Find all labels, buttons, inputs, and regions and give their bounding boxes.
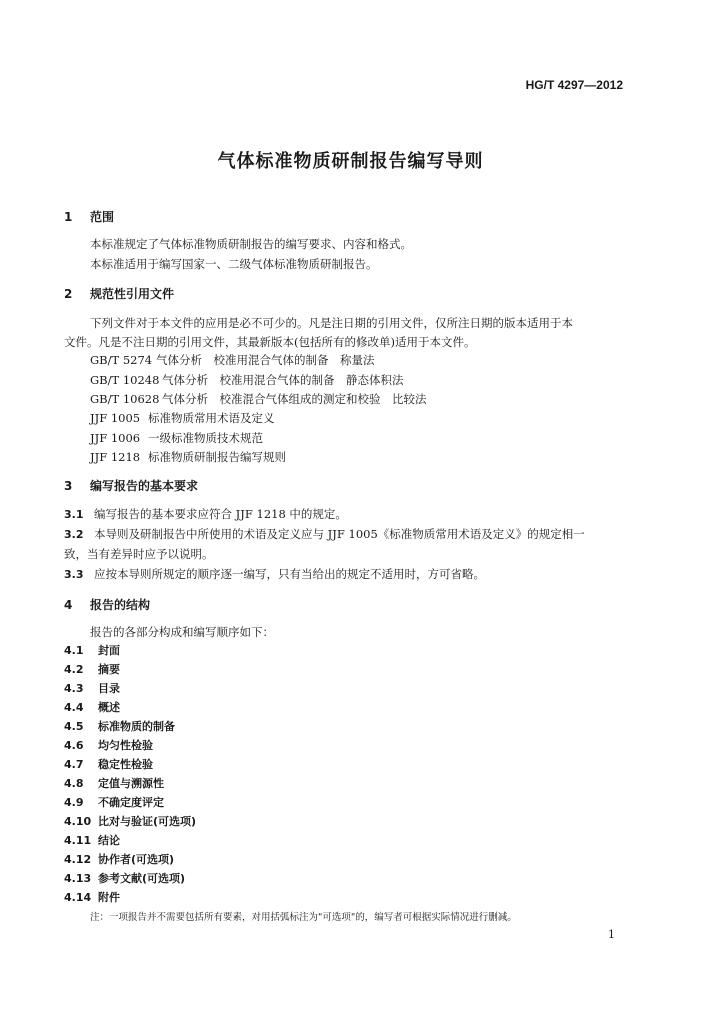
item-number: 4.10: [64, 815, 92, 828]
item-label: 附件: [98, 891, 120, 904]
reference-code: JJF 1218: [90, 450, 141, 464]
clause-text: 编写报告的基本要求应符合 JJF 1218 中的规定。: [94, 507, 347, 521]
document-title: 气体标准物质研制报告编写导则: [217, 151, 484, 172]
structure-item: [64, 870, 185, 886]
structure-item: [64, 680, 120, 696]
item-number: 4.12: [64, 853, 92, 866]
section-title: 规范性引用文件: [90, 287, 175, 301]
item-label: 定值与溯源性: [98, 777, 164, 790]
clause-3-1: [64, 506, 347, 522]
clause-number: 3.2: [64, 528, 84, 541]
structure-item: [64, 775, 164, 791]
reference-item: [90, 449, 286, 465]
section-2-heading: [64, 285, 174, 302]
section-4-heading: [64, 596, 150, 613]
item-label: 协作者(可选项): [98, 853, 175, 866]
item-label: 不确定度评定: [98, 796, 164, 809]
reference-item: [90, 391, 427, 407]
reference-title: 气体分析 校准混合气体组成的测定和校验 比较法: [162, 392, 427, 406]
paragraph: 本标准规定了气体标准物质研制报告的编写要求、内容和格式。: [90, 237, 412, 251]
structure-item: [64, 718, 175, 734]
structure-item: [64, 794, 164, 810]
reference-item: [90, 430, 263, 446]
item-number: 4.4: [64, 701, 84, 714]
structure-item: [64, 737, 153, 753]
structure-item: [64, 661, 120, 677]
item-number: 4.14: [64, 891, 92, 904]
paragraph: 本标准适用于编写国家一、二级气体标准物质研制报告。: [90, 257, 378, 271]
item-number: 4.7: [64, 758, 84, 771]
reference-item: [90, 410, 275, 426]
section-title: 范围: [90, 210, 115, 224]
clause-3-2: [64, 526, 585, 542]
clause-text: 应按本导则所规定的顺序逐一编写，只有当给出的规定不适用时，方可省略。: [94, 567, 485, 581]
structure-item: [64, 813, 196, 829]
item-label: 均匀性检验: [98, 739, 153, 752]
reference-code: GB/T 10628: [90, 392, 160, 406]
structure-item: [64, 889, 120, 905]
item-label: 摘要: [98, 663, 120, 676]
paragraph: 文件。凡是不注日期的引用文件，其最新版本(包括所有的修改单)适用于本文件。: [64, 335, 476, 349]
clause-3-3: [64, 566, 485, 582]
paragraph: 下列文件对于本文件的应用是必不可少的。凡是注日期的引用文件，仅所注日期的版本适用于本: [90, 316, 573, 330]
clause-number: 3.1: [64, 508, 84, 521]
item-label: 标准物质的制备: [98, 720, 175, 733]
reference-code: JJF 1005: [90, 411, 141, 425]
item-number: 4.2: [64, 663, 84, 676]
reference-title: 标准物质研制报告编写规则: [148, 450, 286, 464]
structure-item: [64, 851, 174, 867]
reference-code: GB/T 5274: [90, 353, 153, 367]
item-label: 结论: [98, 834, 120, 847]
clause-number: 3.3: [64, 568, 84, 581]
reference-title: 气体分析 校准用混合气体的制备 称量法: [156, 353, 375, 367]
item-number: 4.8: [64, 777, 84, 790]
reference-code: GB/T 10248: [90, 373, 160, 387]
section-number: 1: [64, 210, 73, 224]
note: 注：一项报告并不需要包括所有要素，对用括弧标注为"可选项"的，编写者可根据实际情况进行删减。: [90, 912, 517, 923]
item-label: 比对与验证(可选项): [98, 815, 197, 828]
item-label: 目录: [98, 682, 120, 695]
clause-text: 本导则及研制报告中所使用的术语及定义应与 JJF 1005《标准物质常用术语及定义》的规定相一: [94, 527, 585, 541]
structure-item: [64, 642, 120, 658]
item-label: 稳定性检验: [98, 758, 153, 771]
item-number: 4.6: [64, 739, 84, 752]
reference-title: 一级标准物质技术规范: [148, 431, 263, 445]
section-1-heading: [64, 208, 114, 225]
section-number: 3: [64, 479, 73, 493]
item-label: 封面: [98, 644, 120, 657]
item-number: 4.5: [64, 720, 84, 733]
page-number: 1: [608, 928, 615, 941]
structure-item: [64, 756, 153, 772]
item-label: 参考文献(可选项): [98, 872, 186, 885]
section-number: 2: [64, 287, 73, 301]
item-number: 4.1: [64, 644, 84, 657]
item-number: 4.9: [64, 796, 84, 809]
section-number: 4: [64, 598, 73, 612]
reference-item: [90, 372, 404, 388]
reference-item: [90, 352, 375, 368]
item-label: 概述: [98, 701, 120, 714]
reference-title: 标准物质常用术语及定义: [148, 411, 275, 425]
standard-number: HG/T 4297—2012: [525, 78, 623, 92]
item-number: 4.11: [64, 834, 92, 847]
reference-title: 气体分析 校准用混合气体的制备 静态体积法: [162, 373, 404, 387]
item-number: 4.13: [64, 872, 92, 885]
item-number: 4.3: [64, 682, 84, 695]
section-title: 报告的结构: [90, 598, 151, 612]
section-title: 编写报告的基本要求: [90, 479, 199, 493]
paragraph: 报告的各部分构成和编写顺序如下：: [90, 625, 274, 639]
reference-code: JJF 1006: [90, 431, 141, 445]
clause-continuation: 致，当有差异时应予以说明。: [64, 547, 214, 561]
structure-item: [64, 699, 120, 715]
section-3-heading: [64, 477, 198, 494]
structure-item: [64, 832, 120, 848]
